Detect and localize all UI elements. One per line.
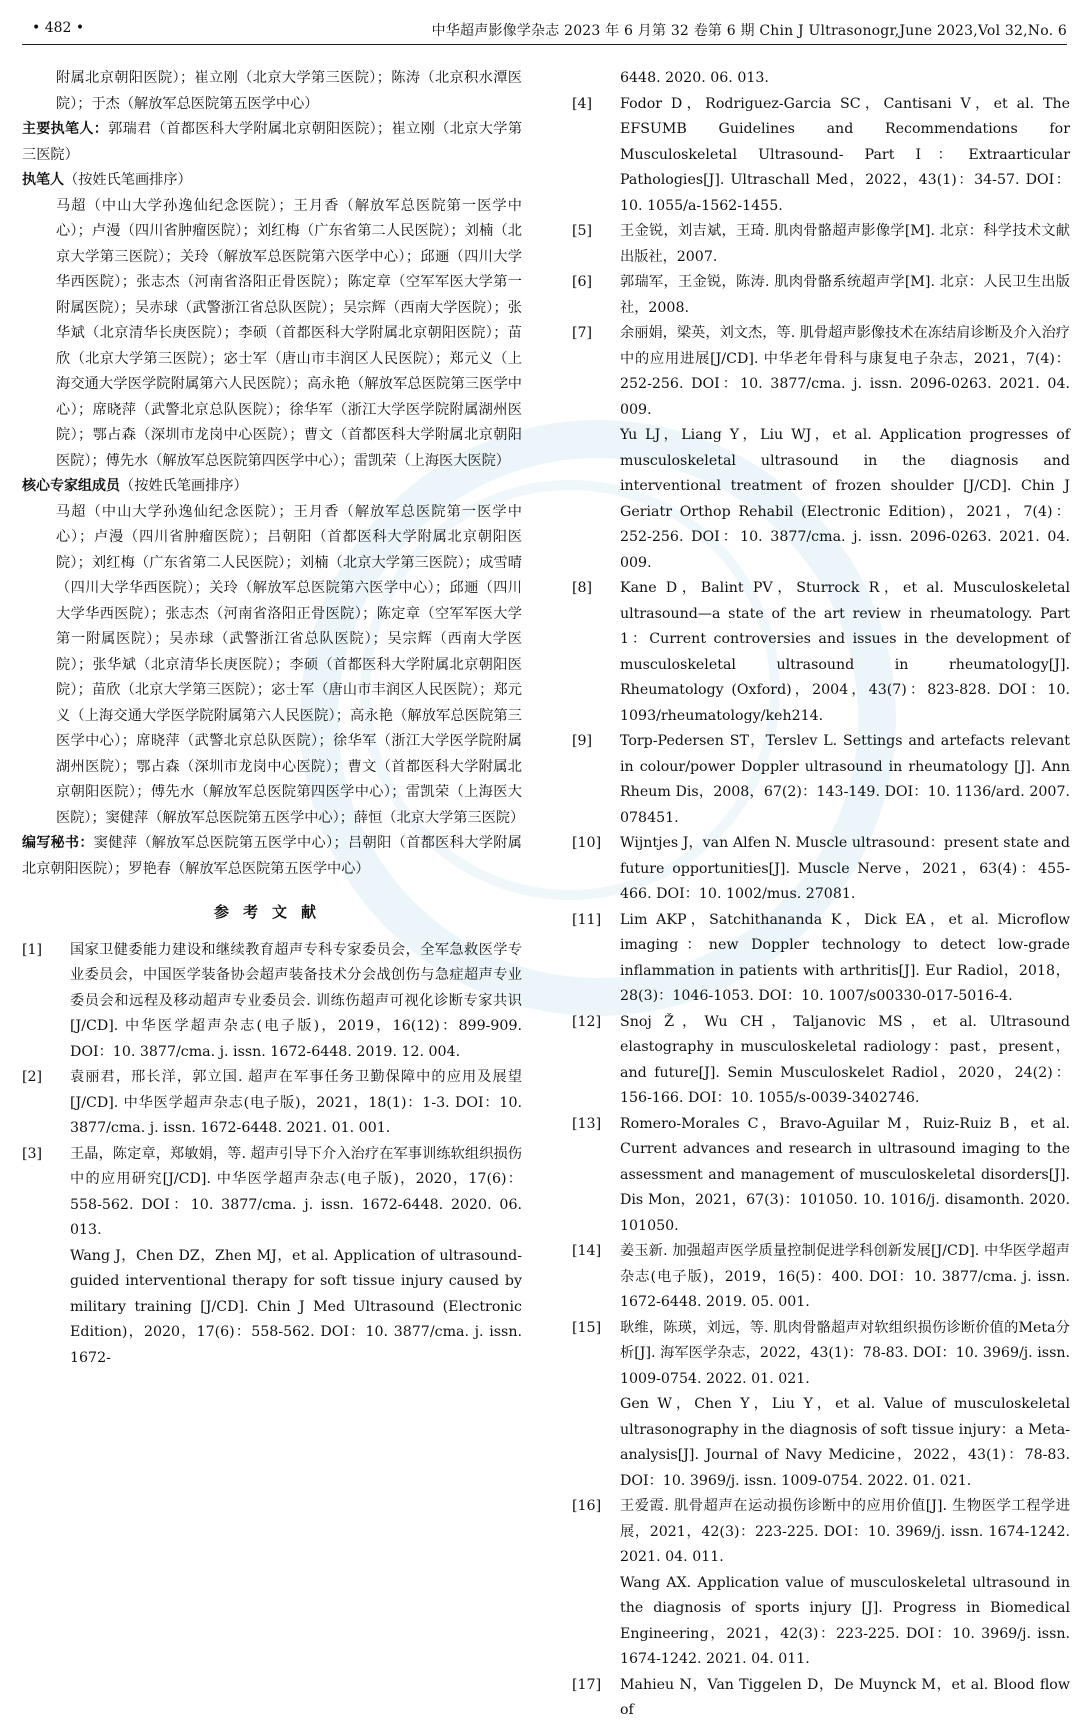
right-column	[572, 66, 1070, 1724]
reference-text: Snoj Ž，Wu CH，Taljanovic MS，et al. Ultrasound elastography in musculoskeletal radiology：past，present，and future[J]. Semin Musculoskelet Radiol，2020，24(2)：156-166. DOI：10. 1055/s-0039-3402746.	[620, 1013, 1070, 1106]
reference-text: Mahieu N，Van Tiggelen D，De Muynck M，et al. Blood flow of	[620, 1676, 1070, 1718]
reference-item	[572, 1316, 1070, 1495]
reference-number: [7]	[572, 325, 593, 341]
reference-item	[572, 576, 1070, 729]
reference-text: Kane D，Balint PV，Sturrock R，et al. Musculoskeletal ultrasound—a state of the art review in rheumatology. Part 1：Current controversies and issues in the development of musculoskeletal ultrasound in rheumatology[J]. Rheumatology (Oxford)，2004，43(7)：823-828. DOI：10. 1093/rheumatology/keh214.	[620, 580, 1070, 724]
reference-item	[22, 1065, 522, 1142]
reference-text: 袁丽君，邢长洋，郭立国. 超声在军事任务卫勤保障中的应用及展望[J/CD]. 中华医学超声杂志(电子版)，2021，18(1)：1-3. DOI：10. 3877/cma. j. issn. 1672-6448. 2021. 01. 001.	[70, 1069, 522, 1136]
reference-item	[572, 1494, 1070, 1673]
reference-text: 国家卫健委能力建设和继续教育超声专科专家委员会，全军急救医学专业委员会，中国医学装备协会超声装备技术分会战创伤与急症超声专业委员会和远程及移动超声专业委员会. 训练伤超声可视化诊断专家共识[J/CD]. 中华医学超声杂志(电子版)，2019，16(12)：899-909. DOI：10. 3877/cma. j. issn. 1672-6448. 2019. 12. 004.	[70, 941, 522, 1060]
reference-english-text: Gen W，Chen Y，Liu Y，et al. Value of musculoskeletal ultrasonography in the diagnosis of soft tissue injury：a Meta-analysis[J]. Journal of Navy Medicine，2022，43(1)：78-83. DOI：10. 3969/j. issn. 1009-0754. 2022. 01. 021.	[620, 1396, 1070, 1489]
secretary-label: 编写秘书：	[22, 835, 94, 851]
core-note: （按姓氏笔画排序）	[120, 478, 248, 494]
reference-number: [1]	[22, 941, 43, 958]
secretary-text: 窦健萍（解放军总医院第五医学中心）；吕朝阳（首都医科大学附属北京朝阳医院）；罗艳春（解放军总医院第五医学中心）	[22, 835, 522, 877]
reference-text: 耿维，陈瑛，刘远，等. 肌肉骨骼超声对软组织损伤诊断价值的Meta分析[J]. 海军医学杂志，2022，43(1)：78-83. DOI：10. 3969/j. issn. 1009-0754. 2022. 01. 021.	[620, 1319, 1070, 1387]
reference-item	[572, 1239, 1070, 1316]
reference-continuation: 6448. 2020. 06. 013.	[620, 70, 769, 86]
reference-item	[572, 321, 1070, 576]
reference-number: [8]	[572, 580, 593, 596]
reference-text: 余丽娟，梁英，刘文杰，等. 肌骨超声影像技术在冻结肩诊断及介入治疗中的应用进展[J/CD]. 中华老年骨科与康复电子杂志，2021，7(4)：252-256. DOI：10. 3877/cma. j. issn. 2096-0263. 2021. 04. 009.	[620, 325, 1070, 418]
reference-number: [16]	[572, 1498, 602, 1514]
reference-number: [13]	[572, 1115, 602, 1132]
reference-item	[22, 938, 522, 1066]
reference-text: 王晶，陈定章，郑敏娟，等. 超声引导下介入治疗在军事训练软组织损伤中的应用研究[J/CD]. 中华医学超声杂志(电子版)，2020，17(6)：558-562. DOI：10. 3877/cma. j. issn. 1672-6448. 2020. 06. 013.	[70, 1145, 522, 1238]
reference-item	[572, 92, 1070, 220]
intro-continuation: 附属北京朝阳医院）；崔立刚（北京大学第三医院）；陈涛（北京积水潭医院）；于杰（解放军总医院第五医学中心）	[56, 70, 522, 112]
reference-number: [5]	[572, 223, 593, 239]
reference-item	[572, 1010, 1070, 1112]
reference-english-text: Yu LJ，Liang Y，Liu WJ，et al. Application progresses of musculoskeletal ultrasound in the diagnosis and interventional treatment of frozen shoulder [J/CD]. Chin J Geriatr Orthop Rehabil (Electronic Edition)，2021，7(4)：252-256. DOI：10. 3877/cma. j. issn. 2096-0263. 2021. 04. 009.	[620, 427, 1070, 571]
reference-text: Torp-Pedersen ST，Terslev L. Settings and artefacts relevant in colour/power Doppler ultrasound in rheumatology [J]. Ann Rheum Dis，2008，67(2)：143-149. DOI：10. 1136/ard. 2007. 078451.	[620, 733, 1070, 826]
reference-item	[22, 1142, 522, 1372]
writers-label: 执笔人	[22, 172, 64, 188]
core-list: 马超（中山大学孙逸仙纪念医院）；王月香（解放军总医院第一医学中心）；卢漫（四川省肿瘤医院）；吕朝阳（首都医科大学附属北京朝阳医院）；刘红梅（广东省第二人民医院）；刘楠（北京大学第三医院）；成雪晴（四川大学华西医院）；关玲（解放军总医院第六医学中心）；邱逦（四川大学华西医院）；张志杰（河南省洛阳正骨医院）；陈定章（空军军医大学第一附属医院）；吴赤球（武警浙江省总队医院）；吴宗辉（西南大学医院）；张华斌（北京清华长庚医院）；李硕（首都医科大学附属北京朝阳医院）；苗欣（北京大学第三医院）；宓士军（唐山市丰润区人民医院）；郑元义（上海交通大学医学院附属第六人民医院）；高永艳（解放军总医院第三医学中心）；席晓萍（武警北京总队医院）；徐华军（浙江大学医学院附属湖州医院）；鄂占森（深圳市龙岗中心医院）；曹文（首都医科大学附属北京朝阳医院）；傅先水（解放军总医院第四医学中心）；雷凯荣（上海医大医院）；窦健萍（解放军总医院第五医学中心）；薛恒（北京大学第三医院）	[56, 503, 525, 826]
reference-text: 郭瑞军，王金锐，陈涛. 肌肉骨骼系统超声学[M]. 北京：人民卫生出版社，2008.	[620, 274, 1070, 316]
core-label: 核心专家组成员	[22, 478, 120, 494]
page-header	[22, 14, 1067, 45]
reference-text: 王金锐，刘吉斌，王琦. 肌肉骨骼超声影像学[M]. 北京：科学技术文献出版社，2007.	[620, 223, 1070, 265]
references-heading: 参考文献	[213, 903, 330, 921]
reference-number: [3]	[22, 1145, 43, 1162]
reference-item	[572, 908, 1070, 1010]
left-column	[22, 66, 525, 1371]
writers-note: （按姓氏笔画排序）	[64, 172, 192, 188]
core-heading	[22, 474, 522, 500]
reference-number: [6]	[572, 274, 593, 290]
reference-number: [15]	[572, 1319, 602, 1336]
reference-text: Romero-Morales C，Bravo-Aguilar M，Ruiz-Ruiz B，et al. Current advances and research in ultrasound imaging to the assessment and management of musculoskeletal disorders[J]. Dis Mon，2021，67(3)：101050. 10. 1016/j. disamonth. 2020. 101050.	[620, 1115, 1070, 1234]
reference-number: [10]	[572, 835, 602, 851]
reference-item	[572, 1673, 1070, 1724]
reference-item	[572, 831, 1070, 908]
reference-number: [2]	[22, 1069, 43, 1085]
page-number: • 482 •	[32, 20, 85, 36]
reference-number: [12]	[572, 1013, 602, 1030]
reference-english-text: Wang AX. Application value of musculoskeletal ultrasound in the diagnosis of sports injury [J]. Progress in Biomedical Engineering，2021，42(3)：223-225. DOI：10. 3969/j. issn. 1674-1242. 2021. 04. 011.	[620, 1574, 1070, 1667]
reference-item	[572, 219, 1070, 270]
main-authors-block	[22, 117, 522, 168]
reference-item	[572, 729, 1070, 831]
reference-item	[572, 1112, 1070, 1240]
reference-text: 王爱霞. 肌骨超声在运动损伤诊断中的应用价值[J]. 生物医学工程学进展，2021，42(3)：223-225. DOI：10. 3969/j. issn. 1674-1242. 2021. 04. 011.	[620, 1498, 1070, 1565]
secretary-block	[22, 831, 522, 882]
reference-number: [17]	[572, 1676, 602, 1693]
writers-heading	[22, 168, 522, 194]
reference-number: [14]	[572, 1243, 602, 1259]
reference-english-text: Wang J，Chen DZ，Zhen MJ，et al. Application of ultrasound-guided interventional therapy for soft tissue injury caused by military training [J/CD]. Chin J Med Ultrasound (Electronic Edition)，2020，17(6)：558-562. DOI：10. 3877/cma. j. issn. 1672-	[70, 1247, 522, 1366]
main-authors-label: 主要执笔人：	[22, 121, 109, 137]
reference-item	[572, 270, 1070, 321]
journal-running-title: 中华超声影像学杂志 2023 年 6 月第 32 卷第 6 期 Chin J Ultrasonogr,June 2023,Vol 32,No. 6	[431, 23, 1067, 39]
reference-number: [4]	[572, 95, 593, 112]
main-authors-text: 郭瑞君（首都医科大学附属北京朝阳医院）；崔立刚（北京大学第三医院）	[22, 121, 523, 163]
reference-text: Fodor D，Rodriguez-Garcia SC，Cantisani V，et al. The EFSUMB Guidelines and Recommendations for Musculoskeletal Ultrasound- Part Ⅰ：Extraarticular Pathologies[J]. Ultraschall Med，2022，43(1)：34-57. DOI：10. 1055/a-1562-1455.	[620, 95, 1070, 214]
reference-text: Wijntjes J，van Alfen N. Muscle ultrasound：present state and future opportunities[J]. Muscle Nerve，2021，63(4)：455-466. DOI：10. 1002/mus. 27081.	[620, 835, 1070, 902]
reference-text: Lim AKP，Satchithananda K，Dick EA，et al. Microflow imaging：new Doppler technology to detect low-grade inflammation in patients with arthritis[J]. Eur Radiol，2018，28(3)：1046-1053. DOI：10. 1007/s00330-017-5016-4.	[620, 911, 1070, 1004]
reference-number: [11]	[572, 911, 602, 928]
writers-list: 马超（中山大学孙逸仙纪念医院）；王月香（解放军总医院第一医学中心）；卢漫（四川省肿瘤医院）；刘红梅（广东省第二人民医院）；刘楠（北京大学第三医院）；关玲（解放军总医院第六医学中心）；邱逦（四川大学华西医院）；张志杰（河南省洛阳正骨医院）；陈定章（空军军医大学第一附属医院）；吴赤球（武警浙江省总队医院）；吴宗辉（西南大学医院）；张华斌（北京清华长庚医院）；李硕（首都医科大学附属北京朝阳医院）；苗欣（北京大学第三医院）；宓士军（唐山市丰润区人民医院）；郑元义（上海交通大学医学院附属第六人民医院）；高永艳（解放军总医院第三医学中心）；席晓萍（武警北京总队医院）；徐华军（浙江大学医学院附属湖州医院）；鄂占森（深圳市龙岗中心医院）；曹文（首都医科大学附属北京朝阳医院）；傅先水（解放军总医院第四医学中心）；雷凯荣（上海医大医院）	[56, 197, 522, 469]
reference-number: [9]	[572, 733, 593, 749]
reference-text: 姜玉新. 加强超声医学质量控制促进学科创新发展[J/CD]. 中华医学超声杂志(电子版)，2019，16(5)：400. DOI：10. 3877/cma. j. issn. 1672-6448. 2019. 05. 001.	[620, 1243, 1070, 1310]
